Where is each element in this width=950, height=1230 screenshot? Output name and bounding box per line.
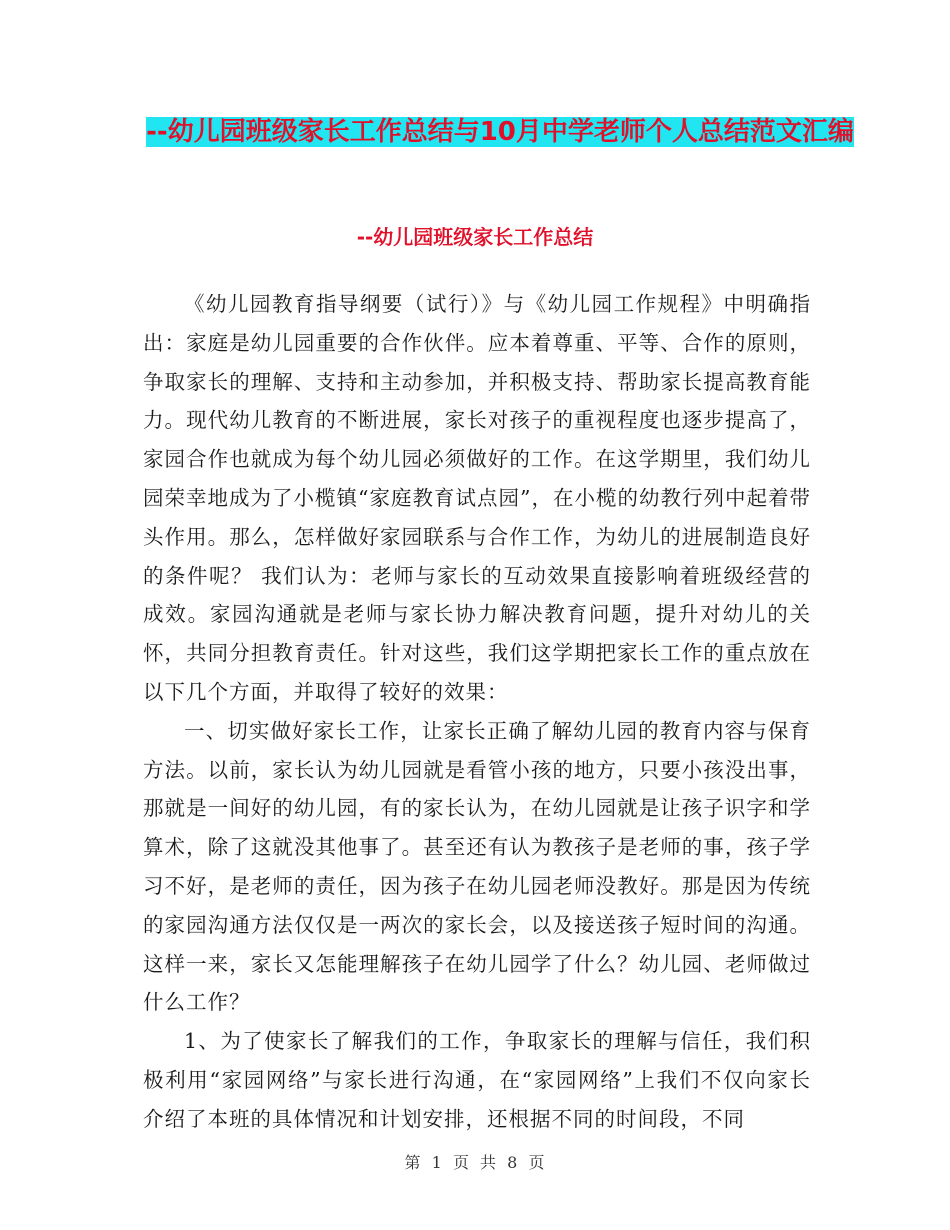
document-body [143,285,811,1139]
footer-mid: 页 [452,1153,470,1172]
page-footer [0,1150,950,1173]
section-heading: --幼儿园班级家长工作总结 [356,225,594,249]
paragraph: 1、为了使家长了解我们的工作，争取家长的理解与信任，我们积极利用“家园网络”与家长进行沟通，在“家园网络”上我们不仅向家长介绍了本班的具体情况和计划安排，还根据不同的时间段，不同 [143,1029,811,1131]
current-page-number: 1 [431,1153,443,1172]
total-pages-number: 8 [507,1153,519,1172]
footer-total-label: 共 [480,1153,498,1172]
footer-suffix: 页 [528,1153,546,1172]
paragraph: 《幼儿园教育指导纲要（试行）》与《幼儿园工作规程》中明确指出：家庭是幼儿园重要的合作伙伴。应本着尊重、平等、合作的原则，争取家长的理解、支持和主动参加，并积极支持、帮助家长提高教育能力。现代幼儿教育的不断进展，家长对孩子的重视程度也逐步提高了，家园合作也就成为每个幼儿园必须做好的工作。在这学期里，我们幼儿园荣幸地成为了小榄镇“家庭教育试点园”，在小榄的幼教行列中起着带头作用。那么，怎样做好家园联系与合作工作，为幼儿的进展制造良好的条件呢？ 我们认为：老师与家长的互动效果直接影响着班级经营的成效。家园沟通就是老师与家长协力解决教育问题，提升对幼儿的关怀，共同分担教育责任。针对这些，我们这学期把家长工作的重点放在以下几个方面，并取得了较好的效果： [143,292,811,704]
document-title-text: --幼儿园班级家长工作总结与10月中学老师个人总结范文汇编 [146,117,854,147]
paragraph: 一、切实做好家长工作，让家长正确了解幼儿园的教育内容与保育方法。以前，家长认为幼儿园就是看管小孩的地方，只要小孩没出事，那就是一间好的幼儿园，有的家长认为，在幼儿园就是让孩子识字和学算术，除了这就没其他事了。甚至还有认为教孩子是老师的事，孩子学习不好，是老师的责任，因为孩子在幼儿园老师没教好。那是因为传统的家园沟通方法仅仅是一两次的家长会，以及接送孩子短时间的沟通。这样一来，家长又怎能理解孩子在幼儿园学了什么？幼儿园、老师做过什么工作？ [143,718,811,1015]
footer-prefix: 第 [404,1153,422,1172]
document-title [140,110,860,154]
